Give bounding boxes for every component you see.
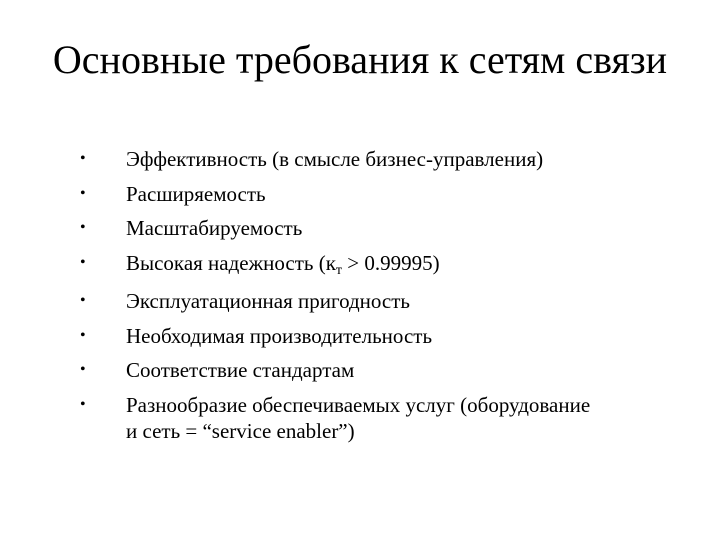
services-line-2: и сеть = “service enabler”) — [126, 418, 355, 443]
requirements-list — [76, 142, 686, 444]
services-line-1: Разнообразие обеспечиваемых услуг (оборудование — [126, 392, 591, 417]
bullet-icon: • — [80, 150, 86, 167]
bullet-icon: • — [80, 219, 86, 236]
reliability-subscript: т — [335, 262, 343, 278]
list-item — [76, 284, 686, 319]
list-item — [76, 353, 686, 388]
list-item-text: Эффективность (в смысле бизнес-управления) — [126, 147, 544, 171]
list-item-text — [126, 246, 686, 285]
list-item — [76, 246, 686, 285]
reliability-text-end: > 0.99995) — [342, 250, 440, 275]
list-item-text: Соответствие стандартам — [126, 358, 355, 382]
list-item — [76, 177, 686, 212]
list-item-text — [126, 388, 686, 444]
bullet-icon: • — [80, 184, 86, 202]
bullet-icon: • — [80, 253, 86, 271]
reliability-text-start: Высокая надежность (к — [126, 250, 336, 275]
bullet-icon: • — [80, 326, 86, 344]
bullet-icon: • — [80, 361, 86, 378]
slide-title: Основные требования к сетям связи — [52, 37, 668, 82]
list-item — [76, 388, 686, 444]
list-item — [76, 319, 686, 354]
list-item-text: Масштабируемость — [126, 216, 303, 240]
bullet-icon: • — [80, 292, 86, 309]
list-item-text: Необходимая производительность — [126, 323, 433, 348]
bullet-icon: • — [80, 395, 86, 413]
list-item-text: Эксплуатационная пригодность — [126, 289, 411, 313]
list-item — [76, 211, 686, 246]
list-item-text: Расширяемость — [126, 181, 266, 206]
list-item — [76, 142, 686, 177]
